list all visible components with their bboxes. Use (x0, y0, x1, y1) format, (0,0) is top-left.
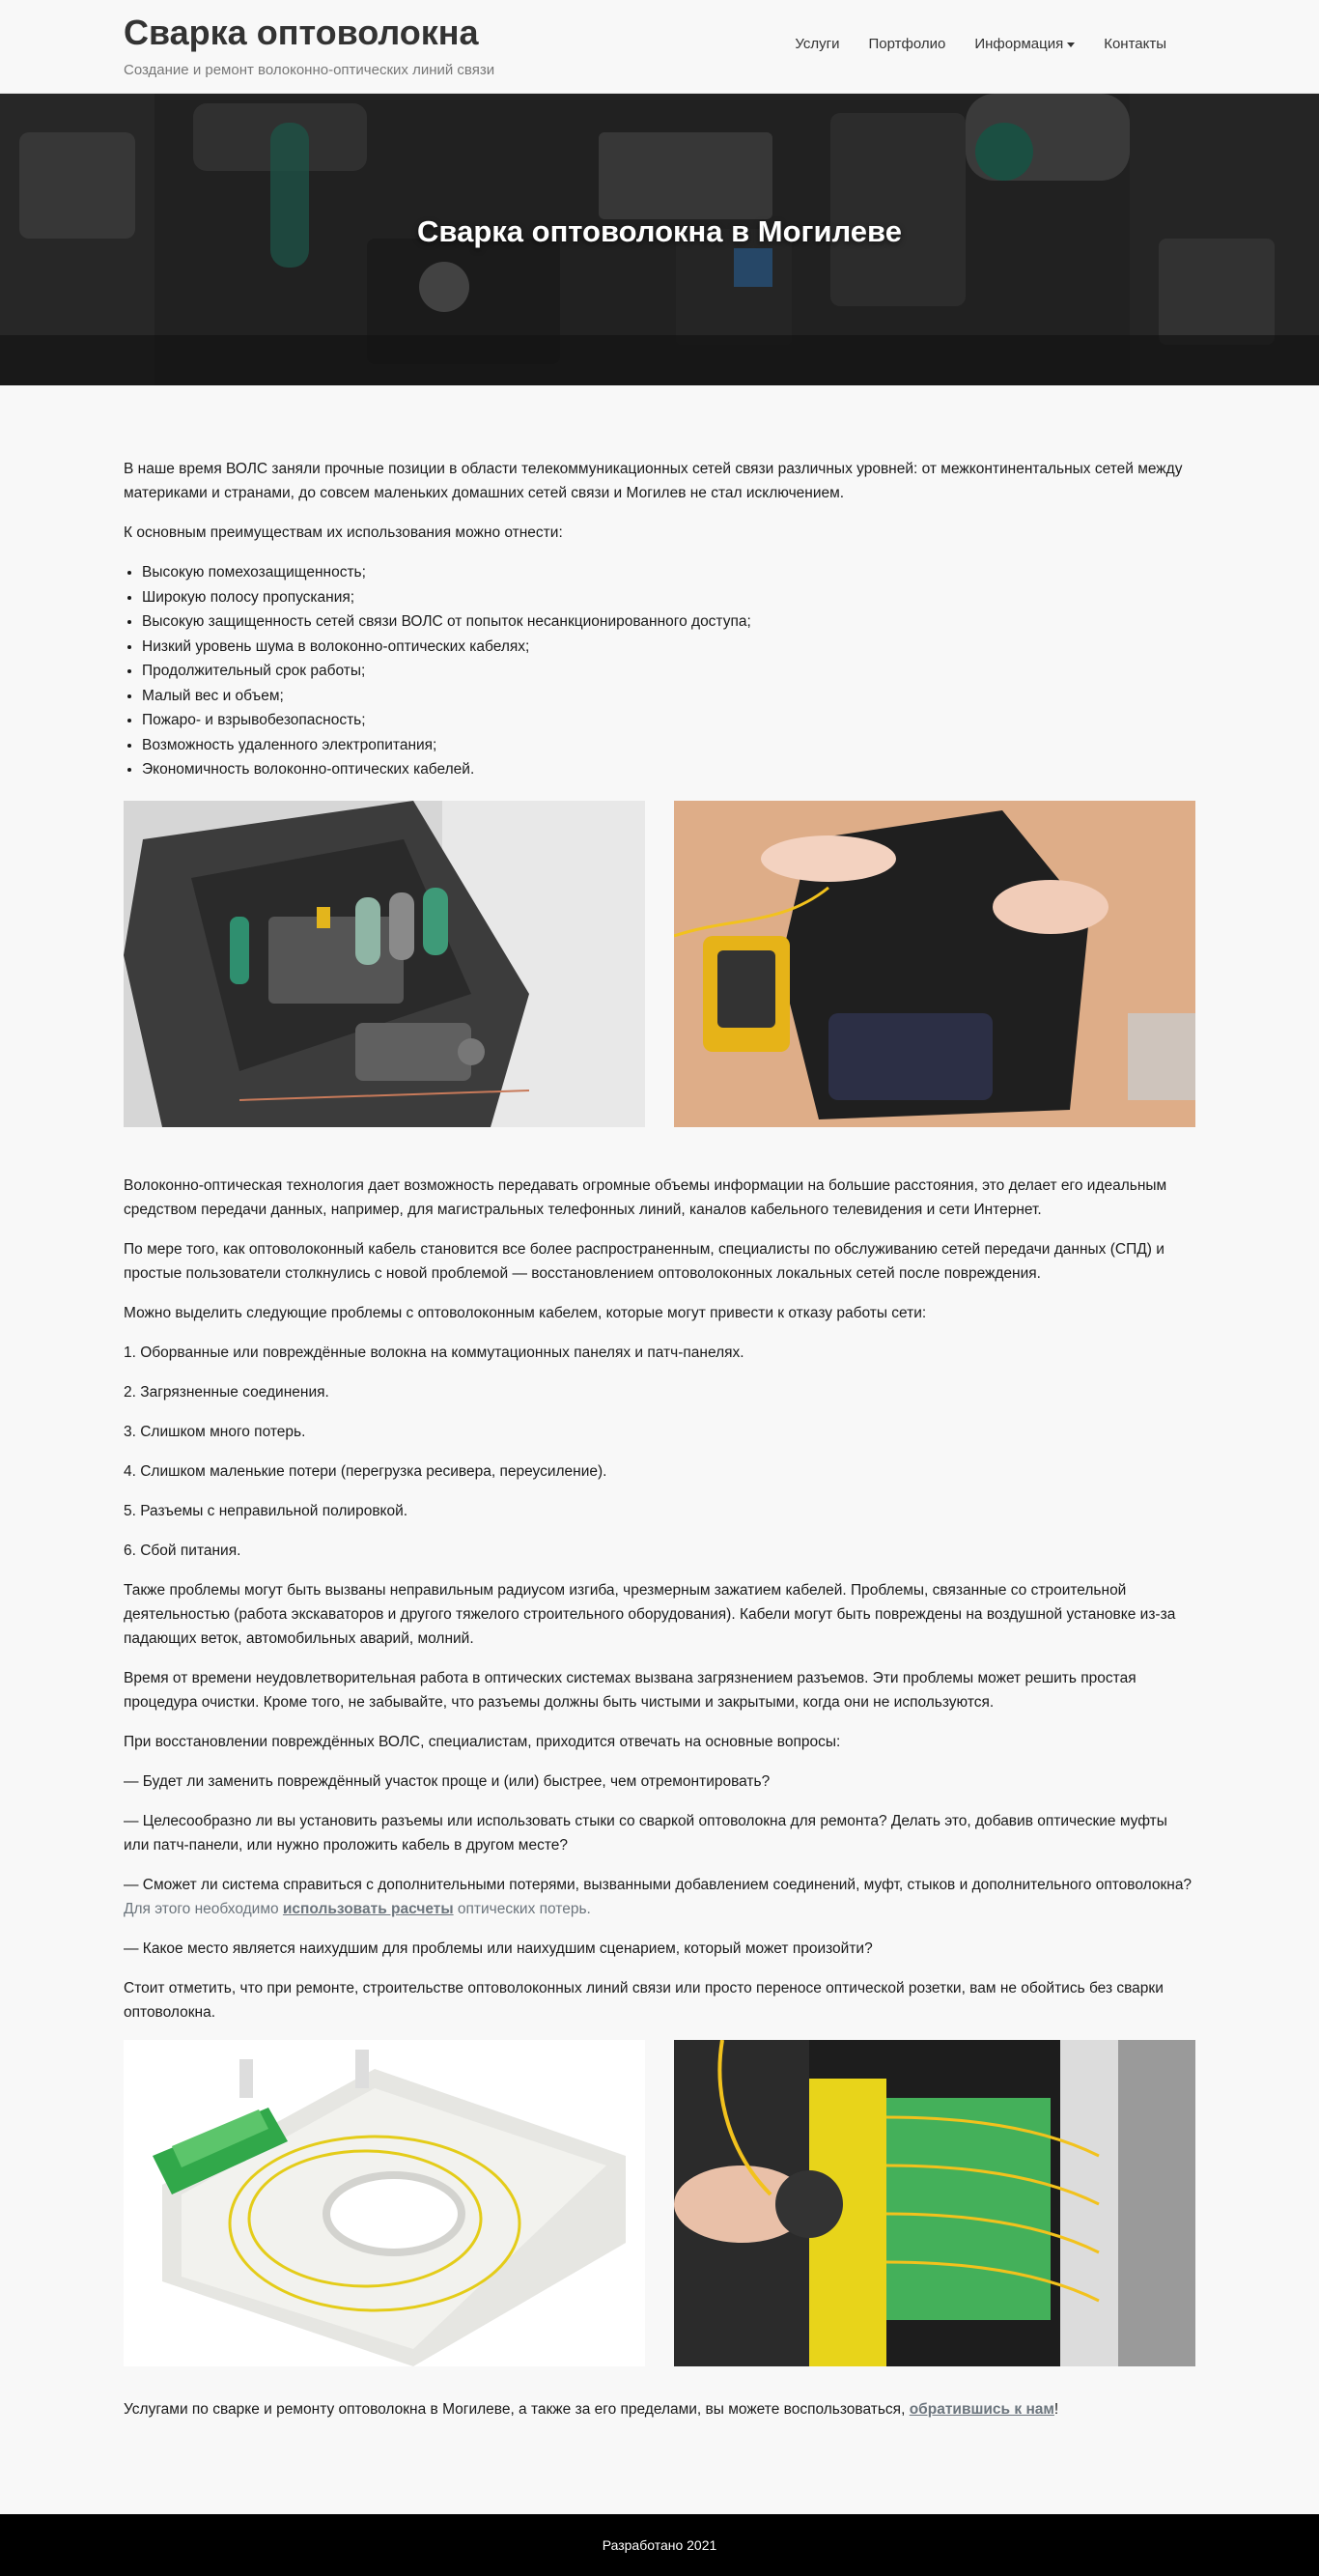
advantages-list (124, 560, 1195, 782)
question-item-losses (124, 1873, 1195, 1921)
list-item: • Возможность удаленного электропитания; (142, 733, 1195, 758)
hero-title: Сварка оптоволокна в Могилеве (417, 214, 902, 248)
problem-item: 4. Слишком маленькие потери (перегрузка ресивера, переусиление). (124, 1462, 607, 1480)
main-nav (795, 35, 1166, 54)
list-item: • Экономичность волоконно-оптических кабелей. (142, 757, 1195, 782)
closing-end: ! (1053, 2400, 1059, 2418)
brand (124, 12, 494, 79)
list-item: • Низкий уровень шума в волоконно-оптических кабелях; (142, 635, 1195, 660)
muted-text: оптических потерь. (457, 1900, 591, 1917)
list-item: • Малый вес и объем; (142, 684, 1195, 709)
splicer-closeup-photo (124, 801, 645, 1127)
problem-item: 1. Оборванные или повреждённые волокна на коммутационных панелях и патч-панелях. (124, 1344, 744, 1361)
list-item: • Высокую помехозащищенность; (142, 560, 1195, 585)
main-content (124, 385, 1195, 2421)
muted-text: Для этого необходимо (124, 1900, 279, 1917)
questions-lead: При восстановлении повреждённых ВОЛС, специалистам, приходится отвечать на основные вопросы: (124, 1733, 841, 1750)
nav-services[interactable]: Услуги (795, 36, 840, 52)
nav-info-dropdown[interactable] (974, 35, 1075, 54)
tech-paragraph: Волоконно-оптическая технология дает возможность передавать огромные объемы информации на большие расстояния, это делает его идеальным средством передачи данных, например, для магистральных телефонных линий, каналов кабельного телевидения и сети Интернет. (124, 1176, 1167, 1218)
cleaning-paragraph: Время от времени неудовлетворительная работа в оптических системах вызвана загрязнением разъемов. Эти проблемы может решить простая процедура очистки. Кроме того, не забывайте, что разъемы должны быть чистыми и закрытыми, когда они не используются. (124, 1669, 1137, 1711)
list-item: • Пожаро- и взрывобезопасность; (142, 708, 1195, 733)
image-row-1 (124, 801, 1195, 1127)
list-item: • Высокую защищенность сетей связи ВОЛС от попыток несанкционированного доступа; (142, 609, 1195, 635)
problem-item: 2. Загрязненные соединения. (124, 1383, 329, 1401)
footer-credit: Разработано 2021 (602, 2537, 717, 2553)
closing-text: Услугами по сварке и ремонту оптоволокна в Могилеве, а также за его пределами, вы можете воспользоваться, (124, 2400, 906, 2418)
list-item: • Широкую полосу пропускания; (142, 585, 1195, 610)
contact-us-link[interactable]: обратившись к нам (909, 2400, 1054, 2418)
caret-down-icon (1067, 42, 1075, 47)
advantages-lead: К основным преимуществам их использования можно отнести: (124, 524, 563, 541)
site-subtitle: Создание и ремонт волоконно-оптических линий связи (124, 62, 495, 78)
question-text: — Сможет ли система справиться с дополнительными потерями, вызванными добавлением соединений, муфт, стыков и дополнительного оптоволокна? (124, 1876, 1193, 1893)
intro-paragraph: В наше время ВОЛС заняли прочные позиции в области телекоммуникационных сетей связи различных уровней: от межконтинентальных сетей между материками и странами, до совсем маленьких домашних сетей связи и Могилев не стал исключением. (124, 461, 1183, 501)
image-row-2 (124, 2040, 1195, 2366)
closing-paragraph (124, 2397, 1195, 2421)
question-item: — Какое место является наихудшим для проблемы или наихудшим сценарием, который может произойти? (124, 1939, 873, 1957)
cabinet-splicing-photo (674, 2040, 1195, 2366)
splicing-hands-photo (674, 801, 1195, 1127)
site-title[interactable]: Сварка оптоволокна (124, 13, 479, 52)
problem-paragraph: По мере того, как оптоволоконный кабель становится все более распространенным, специалисты по обслуживанию сетей передачи данных (СПД) и простые пользователи столкнулись с новой проблемой — восстановлением оптоволоконных локальных сетей после повреждения. (124, 1240, 1165, 1282)
site-header (0, 0, 1319, 94)
causes-paragraph: Также проблемы могут быть вызваны неправильным радиусом изгиба, чрезмерным зажатием кабелей. Проблемы, связанные со строительной деятельностью (работа экскаваторов и другого тяжелого строительного оборудования). Кабели могут быть повреждены на воздушной установке из-за падающих веток, автомобильных аварий, молний. (124, 1581, 1176, 1647)
problem-item: 5. Разъемы с неправильной полировкой. (124, 1502, 408, 1519)
problem-item: 6. Сбой питания. (124, 1542, 241, 1559)
optical-box-photo (124, 2040, 645, 2366)
problems-lead: Можно выделить следующие проблемы с оптоволоконным кабелем, которые могут привести к отказу работы сети: (124, 1304, 927, 1321)
question-item: — Будет ли заменить повреждённый участок проще и (или) быстрее, чем отремонтировать? (124, 1772, 771, 1790)
problem-item: 3. Слишком много потерь. (124, 1423, 306, 1440)
nav-info-label: Информация (974, 36, 1064, 52)
list-item: • Продолжительный срок работы; (142, 659, 1195, 684)
site-footer (0, 2514, 1319, 2576)
conclusion-paragraph: Стоит отметить, что при ремонте, строительстве оптоволоконных линий связи или просто переносе оптической розетки, вам не обойтись без сварки оптоволокна. (124, 1979, 1164, 2021)
nav-contacts[interactable]: Контакты (1104, 36, 1166, 52)
hero-banner (0, 94, 1319, 385)
calculations-link[interactable]: использовать расчеты (282, 1900, 454, 1917)
question-item: — Целесообразно ли вы установить разъемы или использовать стыки со сваркой оптоволокна для ремонта? Делать это, добавив оптические муфты или патч-панели, или нужно проложить кабель в другом месте? (124, 1812, 1167, 1854)
nav-portfolio[interactable]: Портфолио (868, 36, 946, 52)
